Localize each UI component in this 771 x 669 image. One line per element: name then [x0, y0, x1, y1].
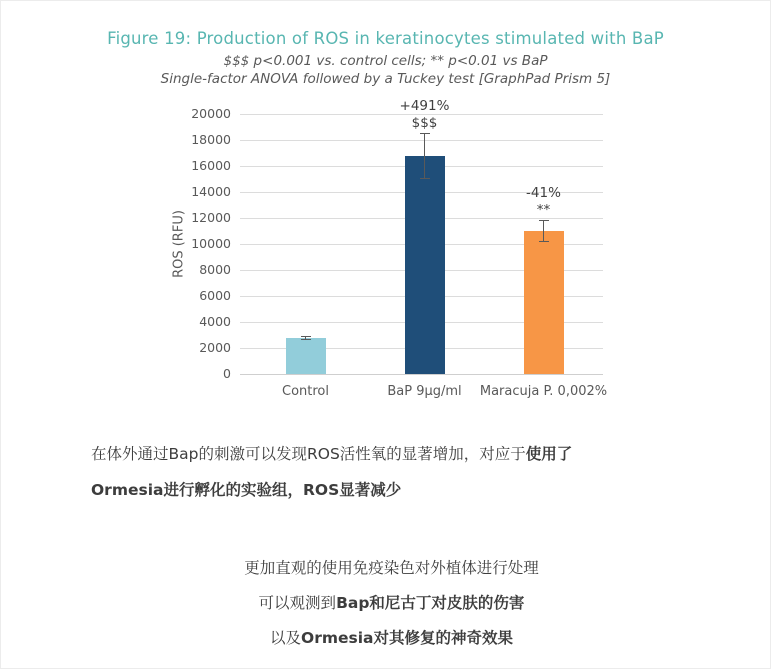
center-caption-line-2 [13, 591, 770, 613]
error-bar-cap [420, 178, 430, 179]
figure-subtitle-method: Single-factor ANOVA followed by a Tuckey test [GraphPad Prism 5] [160, 71, 611, 87]
bar-annotation-significance: ** [536, 201, 551, 218]
y-tick-label: 12000 [191, 210, 231, 225]
error-bar-cap [301, 336, 311, 337]
y-tick-label: 4000 [199, 314, 231, 329]
x-tick-label: BaP 9µg/ml [387, 384, 462, 399]
center-caption-line-2-bold: Bap和尼古丁对皮肤的伤害 [336, 594, 525, 612]
caption-paragraph-1 [91, 442, 710, 464]
y-axis-labels [141, 106, 231, 381]
plot-area [246, 97, 603, 374]
x-tick-label: Maracuja P. 0,002% [479, 384, 608, 399]
caption-paragraph-1-regular: 在体外通过Bap的刺激可以发现ROS活性氧的显著增加，对应于 [91, 445, 526, 463]
figure-subtitle-significance: $$$ p<0.001 vs. control cells; ** p<0.01 vs BaP [223, 53, 548, 69]
center-caption-line-3 [13, 626, 770, 648]
error-bar-cap [420, 133, 430, 134]
y-tick-label: 8000 [199, 262, 231, 277]
y-tick-label: 18000 [191, 132, 231, 147]
bar-annotation [360, 98, 490, 132]
y-tick-label: 6000 [199, 288, 231, 303]
x-axis-labels [246, 381, 608, 403]
bar [286, 338, 326, 374]
error-bar-line [543, 220, 544, 241]
y-tick-label: 14000 [191, 184, 231, 199]
y-axis-title: ROS (RFU) [171, 210, 187, 278]
error-bar-cap [539, 241, 549, 242]
y-tick-label: 2000 [199, 340, 231, 355]
bar-annotation-percent: -41% [526, 184, 561, 201]
center-caption-line-3-regular: 以及 [270, 629, 302, 647]
x-tick-label: Control [282, 384, 329, 399]
error-bar-cap [301, 339, 311, 340]
error-bar-cap [539, 220, 549, 221]
caption-paragraph-2: Ormesia进行孵化的实验组，ROS显著减少 [91, 481, 402, 499]
figure-title: Figure 19: Production of ROS in keratinocytes stimulated with BaP [107, 29, 664, 48]
bar-annotation-significance: $$$ [411, 114, 438, 131]
center-caption-line-1: 更加直观的使用免疫染色对外植体进行处理 [244, 559, 539, 577]
bar [524, 231, 564, 374]
caption-paragraph-1-bold: 使用了 [525, 445, 573, 463]
y-tick-label: 10000 [191, 236, 231, 251]
bar [405, 156, 445, 374]
y-tick-label: 16000 [191, 158, 231, 173]
gridline [240, 374, 603, 375]
bar-annotation [479, 185, 609, 219]
center-caption-line-3-bold: Ormesia对其修复的神奇效果 [301, 629, 513, 647]
center-caption-line-2-regular: 可以观测到 [258, 594, 337, 612]
gridline [240, 140, 603, 141]
error-bar-line [424, 133, 425, 179]
bar-annotation-percent: +491% [399, 97, 450, 114]
y-tick-label: 20000 [191, 106, 231, 121]
y-tick-label: 0 [223, 366, 231, 381]
